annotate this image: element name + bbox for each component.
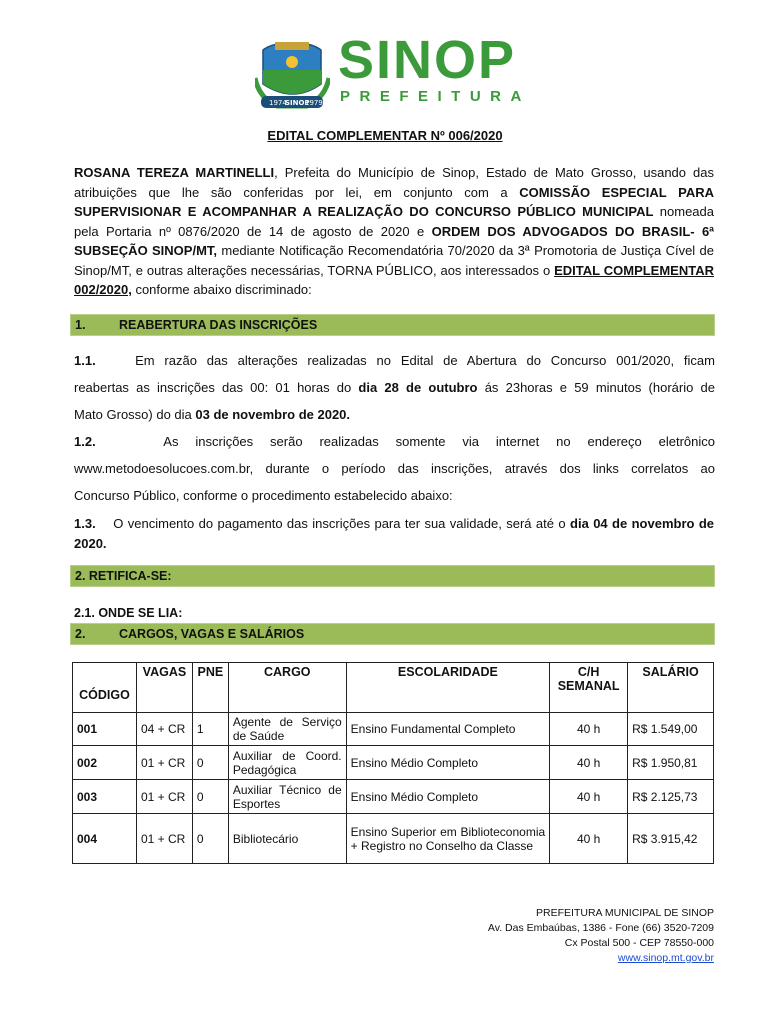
col-escolaridade: ESCOLARIDADE [346, 663, 550, 713]
end-date: 03 de novembro de 2020. [195, 407, 351, 422]
item-1-1-line-3 [74, 407, 715, 422]
table-row [73, 814, 714, 864]
footer-address: Av. Das Embaúbas, 1386 - Fone (66) 3520-7209 [487, 922, 714, 934]
oab-name: ORDEM DOS ADVOGADOS DO BRASIL- 6ª SUBSEÇÃO SINOP/MT, [74, 223, 714, 258]
table-row [73, 780, 714, 814]
item-1-2-line-1 [74, 434, 715, 449]
item-text: As inscrições serão realizadas somente via internet no endereço eletrônico [163, 434, 716, 449]
positions-table [72, 662, 714, 864]
cell-escolaridade: Ensino Superior em Biblioteconomia + Registro no Conselho da Classe [346, 814, 550, 864]
item-text: Mato Grosso) do dia [74, 407, 196, 422]
svg-text:1979: 1979 [305, 99, 323, 107]
item-text: Concurso Público, conforme o procedimento estabelecido abaixo: [74, 488, 453, 503]
item-text: O vencimento do pagamento das inscrições para ter sua validade, será até o [113, 516, 571, 531]
mayor-name: ROSANA TEREZA MARTINELLI [74, 165, 275, 180]
col-codigo: CÓDIGO [73, 663, 137, 713]
cell-cargo: Bibliotecário [228, 814, 346, 864]
cell-escolaridade: Ensino Médio Completo [346, 780, 550, 814]
footer-site-link[interactable]: www.sinop.mt.gov.br [617, 952, 714, 964]
cell-salario: R$ 1.549,00 [628, 713, 714, 746]
item-1-1-line-2 [74, 380, 715, 395]
cell-codigo: 004 [73, 814, 137, 864]
cell-vagas: 04 + CR [136, 713, 192, 746]
cell-salario: R$ 3.915,42 [628, 814, 714, 864]
svg-text:1974: 1974 [269, 99, 287, 107]
intro-text-1: , Prefeita do Município de Sinop, Estado de Mato Grosso, usando das atribuições que lhe são conferidas por lei, em conjunto com a [74, 165, 714, 200]
intro-text-2: nomeada pela Portaria nº 0876/2020 de 14 de agosto de 2020 e [74, 204, 714, 239]
cell-salario: R$ 1.950,81 [628, 746, 714, 780]
section-3-header [70, 623, 715, 645]
item-text: ás 23horas e 59 minutos (horário de [477, 380, 715, 395]
table-header-row [73, 663, 714, 713]
col-vagas: VAGAS [136, 663, 192, 713]
section-1-header [70, 314, 715, 336]
cell-pne: 0 [192, 746, 228, 780]
item-1-1-line-1 [74, 353, 715, 368]
cell-escolaridade: Ensino Médio Completo [346, 746, 550, 780]
item-text: www.metodoesolucoes.com.br, durante o período das inscrições, através dos links correlatos ao [74, 461, 715, 476]
cell-pne: 0 [192, 814, 228, 864]
cell-codigo: 001 [73, 713, 137, 746]
section-number: 1. [75, 318, 86, 332]
section-2-header [70, 565, 715, 587]
svg-text:SINOP: SINOP [285, 99, 310, 107]
footer [488, 906, 714, 966]
cell-pne: 1 [192, 713, 228, 746]
cell-pne: 0 [192, 780, 228, 814]
item-1-3 [74, 514, 714, 553]
cell-vagas: 01 + CR [136, 780, 192, 814]
table-row [73, 713, 714, 746]
cell-ch: 40 h [550, 746, 628, 780]
col-salario: SALÁRIO [628, 663, 714, 713]
cell-ch: 40 h [550, 814, 628, 864]
cell-cargo: Auxiliar Técnico de Esportes [228, 780, 346, 814]
section-label: 2. RETIFICA-SE: [75, 569, 172, 583]
cell-vagas: 01 + CR [136, 746, 192, 780]
intro-text-3: mediante Notificação Recomendatória 70/2020 da 3ª Promotoria de Justiça Cível de Sinop/MT, e outras alterações necessárias, TORNA PÚBLICO, aos interessados o [74, 243, 714, 278]
intro-text-4: conforme abaixo discriminado: [131, 282, 312, 297]
cell-codigo: 003 [73, 780, 137, 814]
onde-se-lia: 2.1. ONDE SE LIA: [74, 606, 183, 620]
cell-cargo: Auxiliar de Coord. Pedagógica [228, 746, 346, 780]
municipal-crest [255, 40, 330, 112]
logo-subtitle: PREFEITURA [340, 88, 531, 105]
footer-postal: Cx Postal 500 - CEP 78550-000 [564, 937, 714, 949]
document-title: EDITAL COMPLEMENTAR Nº 006/2020 [267, 128, 503, 143]
item-1-2-line-3 [74, 488, 715, 503]
section-label: CARGOS, VAGAS E SALÁRIOS [119, 627, 305, 641]
item-number: 1.1. [74, 353, 96, 368]
due-date: dia 04 de novembro de 2020. [74, 516, 715, 551]
col-cargo: CARGO [228, 663, 346, 713]
cell-codigo: 002 [73, 746, 137, 780]
edital-reference: EDITAL COMPLEMENTAR 002/2020, [74, 262, 714, 297]
cell-ch: 40 h [550, 713, 628, 746]
start-date: dia 28 de outubro [358, 380, 478, 395]
commission-name: COMISSÃO ESPECIAL PARA SUPERVISIONAR E ACOMPANHAR A REALIZAÇÃO DO CONCURSO PÚBLICO MUNICIPAL [74, 184, 715, 219]
cell-salario: R$ 2.125,73 [628, 780, 714, 814]
item-text: Em razão das alterações realizadas no Edital de Abertura do Concurso 001/2020, ficam [135, 353, 715, 368]
section-label: REABERTURA DAS INSCRIÇÕES [119, 318, 318, 332]
item-number: 1.3. [74, 516, 96, 531]
cell-escolaridade: Ensino Fundamental Completo [346, 713, 550, 746]
cell-ch: 40 h [550, 780, 628, 814]
col-ch: C/H SEMANAL [550, 663, 628, 713]
table-row [73, 746, 714, 780]
item-number: 1.2. [74, 434, 96, 449]
item-1-2-line-2 [74, 461, 715, 476]
intro-paragraph [74, 163, 714, 300]
logo-wordmark: SINOP [338, 30, 517, 90]
cell-vagas: 01 + CR [136, 814, 192, 864]
item-text: reabertas as inscrições das 00: 01 horas do [74, 380, 359, 395]
footer-org: PREFEITURA MUNICIPAL DE SINOP [536, 907, 714, 919]
section-number: 2. [75, 627, 86, 641]
cell-cargo: Agente de Serviço de Saúde [228, 713, 346, 746]
col-pne: PNE [192, 663, 228, 713]
